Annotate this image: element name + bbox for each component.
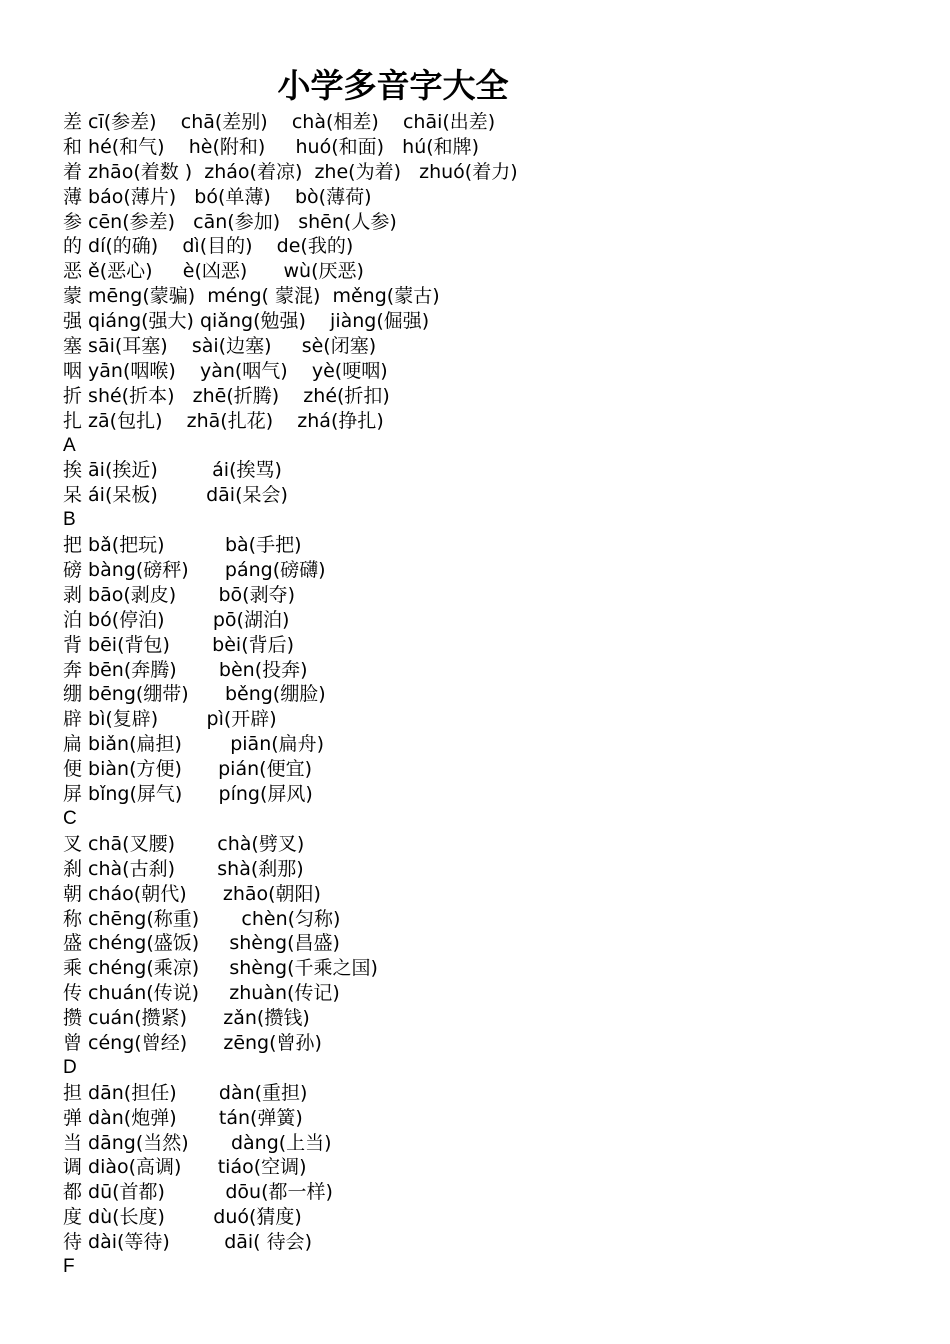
polyphone-entry: 当 dāng(当然) dàng(上当) (63, 1131, 332, 1154)
section-letter-heading: D (63, 1056, 77, 1078)
polyphone-entry: 曾 céng(曾经) zēng(曾孙) (63, 1031, 322, 1054)
polyphone-entry: 着 zhāo(着数 ) zháo(着凉) zhe(为着) zhuó(着力) (63, 160, 518, 183)
polyphone-entry: 攒 cuán(攒紧) zǎn(攒钱) (63, 1007, 310, 1030)
polyphone-entry: 的 dí(的确) dì(目的) de(我的) (63, 235, 354, 258)
polyphone-entry: 辟 bì(复辟) pì(开辟) (63, 708, 277, 731)
polyphone-entry: 都 dū(首都) dōu(都一样) (63, 1181, 333, 1204)
polyphone-entry: 把 bǎ(把玩) bà(手把) (63, 534, 302, 557)
section-letter-heading: B (63, 509, 76, 531)
polyphone-entry: 泊 bó(停泊) pō(湖泊) (63, 608, 290, 631)
polyphone-entry: 挨 āi(挨近) ái(挨骂) (63, 459, 282, 482)
polyphone-entry: 呆 ái(呆板) dāi(呆会) (63, 484, 288, 507)
polyphone-entry: 绷 bēng(绷带) běng(绷脸) (63, 683, 326, 706)
polyphone-entry: 折 shé(折本) zhē(折腾) zhé(折扣) (63, 384, 390, 407)
polyphone-entry: 差 cī(参差) chā(差别) chà(相差) chāi(出差) (63, 111, 496, 133)
polyphone-entry: 磅 bàng(磅秤) páng(磅礴) (63, 559, 326, 582)
polyphone-entry: 度 dù(长度) duó(猜度) (63, 1206, 302, 1229)
polyphone-entry: 剥 bāo(剥皮) bō(剥夺) (63, 583, 295, 606)
section-letter-heading: F (63, 1255, 75, 1277)
polyphone-entry: 乘 chéng(乘凉) shèng(千乘之国) (63, 957, 378, 980)
polyphone-entry: 弹 dàn(炮弹) tán(弹簧) (63, 1106, 303, 1129)
polyphone-entry: 传 chuán(传说) zhuàn(传记) (63, 982, 340, 1005)
polyphone-entry: 恶 ě(恶心) è(凶恶) wù(厌恶) (63, 260, 364, 283)
section-letter-heading: A (63, 434, 76, 456)
polyphone-entry: 担 dān(担任) dàn(重担) (63, 1081, 308, 1104)
polyphone-entry: 调 diào(高调) tiáo(空调) (63, 1156, 307, 1179)
polyphone-entry: 扁 biǎn(扁担) piān(扁舟) (63, 733, 325, 756)
polyphone-entry: 屏 bǐng(屏气) píng(屏风) (63, 783, 313, 806)
polyphone-entry: 称 chēng(称重) chèn(匀称) (63, 907, 341, 930)
polyphone-entry: 和 hé(和气) hè(附和) huó(和面) hú(和牌) (63, 135, 480, 158)
polyphone-entry: 参 cēn(参差) cān(参加) shēn(人参) (63, 210, 397, 233)
polyphone-entry: 塞 sāi(耳塞) sài(边塞) sè(闭塞) (63, 335, 377, 358)
section-letter-heading: C (63, 807, 77, 829)
polyphone-entry: 叉 chā(叉腰) chà(劈叉) (63, 832, 305, 855)
polyphone-entry: 盛 chéng(盛饭) shèng(昌盛) (63, 932, 340, 955)
document-title: 小学多音字大全 (277, 66, 509, 105)
polyphone-entry: 背 bēi(背包) bèi(背后) (63, 633, 295, 656)
polyphone-entry: 便 biàn(方便) pián(便宜) (63, 758, 312, 781)
polyphone-list (63, 110, 923, 1280)
polyphone-entry: 奔 bēn(奔腾) bèn(投奔) (63, 658, 308, 681)
polyphone-entry: 蒙 mēng(蒙骗) méng( 蒙混) měng(蒙古) (63, 285, 440, 308)
polyphone-entry: 强 qiáng(强大) qiǎng(勉强) jiàng(倔强) (63, 310, 430, 333)
polyphone-entry: 咽 yān(咽喉) yàn(咽气) yè(哽咽) (63, 359, 388, 382)
polyphone-entry: 朝 cháo(朝代) zhāo(朝阳) (63, 882, 321, 905)
polyphone-entry: 扎 zā(包扎) zhā(扎花) zhá(挣扎) (63, 409, 384, 432)
polyphone-entry: 刹 chà(古刹) shà(刹那) (63, 857, 304, 880)
polyphone-entry: 薄 báo(薄片) bó(单薄) bò(薄荷) (63, 185, 372, 208)
polyphone-entry: 待 dài(等待) dāi( 待会) (63, 1231, 313, 1254)
